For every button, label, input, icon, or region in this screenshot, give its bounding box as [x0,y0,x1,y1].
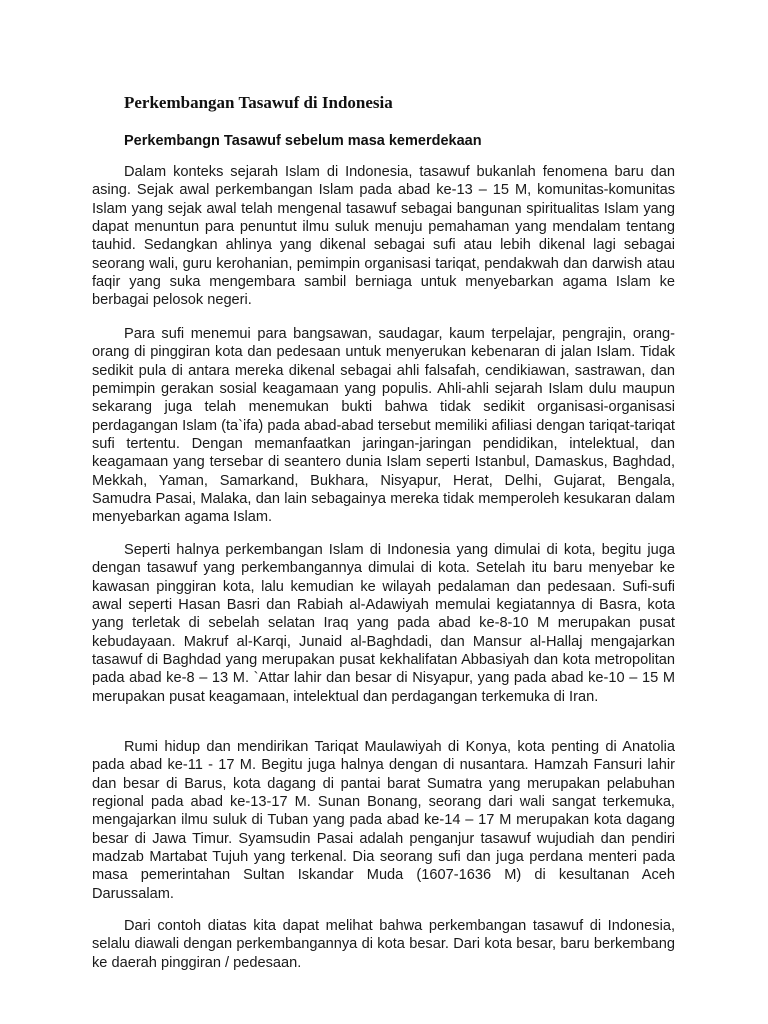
paragraph-5: Dari contoh diatas kita dapat melihat bahwa perkembangan tasawuf di Indonesia, selalu diawali dengan perkembangannya di kota besar. Dari kota besar, baru berkembang ke daerah pinggiran / pedesaan. [92,918,675,971]
paragraph-2: Para sufi menemui para bangsawan, saudagar, kaum terpelajar, pengrajin, orang-orang di pinggiran kota dan pedesaan untuk menyerukan kebenaran di jalan Islam. Tidak sedikit pula di antara mereka dikenal sebagai ahli falsafah, cendikiawan, sastrawan, dan pemimpin gerakan sosial keagamaan yang populis. Ahli-ahli sejarah Islam dulu maupun sekarang juga telah menemukan bukti bahwa tidak sedikit organisasi-organisasi perdagangan Islam (ta`ifa) pada abad-abad tersebut memiliki afiliasi dengan tariqat-tariqat sufi tertentu. Dengan memanfaatkan jaringan-jaringan pendidikan, intelektual, dan keagamaan yang tersebar di seantero dunia Islam seperti Istanbul, Damaskus, Baghdad, Mekkah, Yaman, Samarkand, Bukhara, Nisyapur, Herat, Delhi, Gujarat, Bengala, Samudra Pasai, Malaka, dan lain sebagainya mereka tidak memperoleh kesukaran dalam menyebarkan agama Islam. [92,326,675,526]
document-title: Perkembangan Tasawuf di Indonesia [124,93,393,112]
paragraph-1: Dalam konteks sejarah Islam di Indonesia, tasawuf bukanlah fenomena baru dan asing. Sejak awal perkembangan Islam pada abad ke-13 – 15 M, komunitas-komunitas Islam yang sejak awal telah mengenal tasawuf sebagai bangunan spiritualitas Islam yang dapat menuntun para penuntut ilmu suluk menuju pemahaman yang mendalam tentang tauhid. Sedangkan ahlinya yang dikenal sebagai sufi atau lebih dikenal lagi sebagai seorang wali, guru kerohanian, pemimpin organisasi tariqat, pendakwah dan darwish atau faqir yang suka mengembara sambil berniaga untuk menyebarkan agama Islam ke berbagai pelosok negeri. [92,164,675,309]
paragraph-4: Rumi hidup dan mendirikan Tariqat Maulawiyah di Konya, kota penting di Anatolia pada abad ke-11 - 17 M. Begitu juga halnya dengan di nusantara. Hamzah Fansuri lahir dan besar di Barus, kota dagang di pantai barat Sumatra yang merupakan pelabuhan regional pada abad ke-13-17 M. Sunan Bonang, seorang dari wali sangat terkemuka, mengajarkan ilmu suluk di Tuban yang pada abad ke-14 – 17 M merupakan kota dagang besar di Jawa Timur. Syamsudin Pasai adalah penganjur tasawuf wujudiah dan pendiri madzab Martabat Tujuh yang terkenal. Dia seorang sufi dan juga perdana menteri pada masa pemerintahan Sultan Iskandar Muda (1607-1636 M) di kesultanan Aceh Darussalam. [92,739,675,902]
section-heading: Perkembangn Tasawuf sebelum masa kemerdekaan [124,133,482,149]
paragraph-3: Seperti halnya perkembangan Islam di Indonesia yang dimulai di kota, begitu juga dengan tasawuf yang perkembangannya dimulai di kota. Setelah itu baru menyebar ke kawasan pinggiran kota, lalu kemudian ke wilayah pedalaman dan pedesaan. Sufi-sufi awal seperti Hasan Basri dan Rabiah al-Adawiyah memulai kegiatannya di Basra, kota yang terletak di sebelah selatan Iraq yang pada abad ke-8-10 M merupakan pusat kebudayaan. Makruf al-Karqi, Junaid al-Baghdadi, dan Mansur al-Hallaj mengajarkan tasawuf di Baghdad yang merupakan pusat kekhalifatan Abbasiyah dan kota metropolitan pada abad ke-8 – 13 M. `Attar lahir dan besar di Nisyapur, yang pada abad ke-10 – 15 M merupakan pusat keagamaan, intelektual dan perdagangan terkemuka di Iran. [92,542,675,705]
